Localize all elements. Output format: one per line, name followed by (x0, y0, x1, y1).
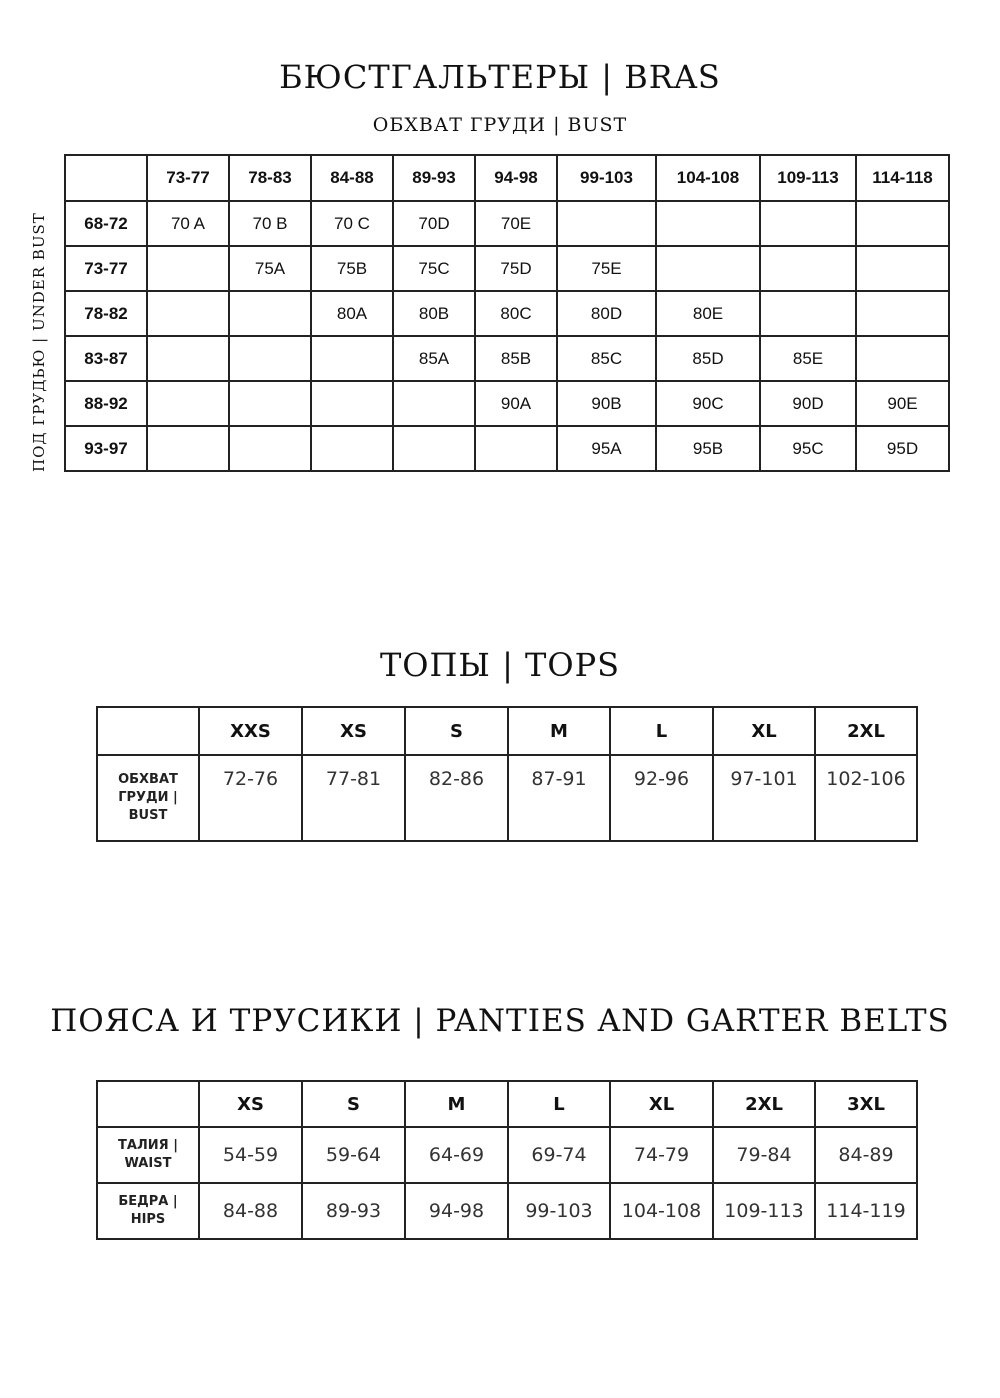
hips-row-header (97, 1183, 199, 1239)
size-cell: 75C (393, 246, 475, 291)
table-row (65, 426, 949, 471)
size-cell (393, 426, 475, 471)
size-cell: 75B (311, 246, 393, 291)
size-cell: 85E (760, 336, 856, 381)
size-cell (311, 381, 393, 426)
table-row (65, 201, 949, 246)
size-cell: 70D (393, 201, 475, 246)
size-cell (229, 291, 311, 336)
size-cell: 70E (475, 201, 557, 246)
measurement-cell: 79-84 (713, 1127, 815, 1183)
bras-subtitle: ОБХВАТ ГРУДИ | BUST (372, 114, 628, 136)
row-header-line: ГРУДИ | (118, 790, 178, 805)
measurement-cell: 82-86 (405, 755, 508, 841)
measurement-cell: 89-93 (302, 1183, 405, 1239)
size-cell: 75D (475, 246, 557, 291)
size-column-header: 3XL (815, 1081, 917, 1127)
bust-column-header: 114-118 (856, 155, 949, 201)
measurement-cell: 74-79 (610, 1127, 713, 1183)
panties-title: ПОЯСА И ТРУСИКИ | PANTIES AND GARTER BELTS (50, 1003, 950, 1039)
row-header-line: БЕДРА | (118, 1194, 178, 1209)
size-cell: 80C (475, 291, 557, 336)
measurement-cell: 99-103 (508, 1183, 610, 1239)
size-cell: 85B (475, 336, 557, 381)
measurement-cell: 84-89 (815, 1127, 917, 1183)
under-bust-row-header: 78-82 (65, 291, 147, 336)
bust-column-header: 89-93 (393, 155, 475, 201)
size-cell (229, 336, 311, 381)
bust-row-header (97, 755, 199, 841)
tops-title: ТОПЫ | TOPS (379, 646, 621, 684)
panties-size-table (96, 1080, 918, 1240)
measurement-cell: 109-113 (713, 1183, 815, 1239)
measurement-cell: 87-91 (508, 755, 610, 841)
size-cell: 75A (229, 246, 311, 291)
size-cell: 85D (656, 336, 760, 381)
row-header-line: ТАЛИЯ | (118, 1138, 178, 1153)
size-column-header: XS (199, 1081, 302, 1127)
under-bust-row-header: 88-92 (65, 381, 147, 426)
size-cell: 95A (557, 426, 656, 471)
table-row (65, 336, 949, 381)
size-cell: 80B (393, 291, 475, 336)
size-column-header: S (405, 707, 508, 755)
tops-header-row (97, 707, 917, 755)
table-row (97, 1127, 917, 1183)
bras-size-table (64, 154, 950, 472)
size-cell (147, 426, 229, 471)
measurement-cell: 69-74 (508, 1127, 610, 1183)
bust-column-header: 78-83 (229, 155, 311, 201)
size-cell: 85A (393, 336, 475, 381)
bust-column-header: 73-77 (147, 155, 229, 201)
size-cell: 90C (656, 381, 760, 426)
size-column-header: 2XL (815, 707, 917, 755)
size-cell: 95B (656, 426, 760, 471)
row-header-line: HIPS (130, 1212, 166, 1227)
size-cell (856, 246, 949, 291)
row-header-line: WAIST (124, 1156, 172, 1171)
corner-cell (97, 707, 199, 755)
size-cell (393, 381, 475, 426)
measurement-cell: 77-81 (302, 755, 405, 841)
size-cell (760, 246, 856, 291)
size-column-header: XS (302, 707, 405, 755)
size-cell: 90B (557, 381, 656, 426)
size-cell: 75E (557, 246, 656, 291)
measurement-cell: 104-108 (610, 1183, 713, 1239)
waist-row-header (97, 1127, 199, 1183)
size-cell: 85C (557, 336, 656, 381)
size-cell (229, 426, 311, 471)
bras-title: БЮСТГАЛЬТЕРЫ | BRAS (279, 58, 721, 96)
size-cell (760, 291, 856, 336)
table-row (65, 246, 949, 291)
size-column-header: S (302, 1081, 405, 1127)
size-cell (147, 336, 229, 381)
size-column-header: M (405, 1081, 508, 1127)
measurement-cell: 84-88 (199, 1183, 302, 1239)
bust-column-header: 94-98 (475, 155, 557, 201)
size-column-header: XL (610, 1081, 713, 1127)
bust-column-header: 99-103 (557, 155, 656, 201)
size-column-header: XXS (199, 707, 302, 755)
corner-cell (65, 155, 147, 201)
size-cell (656, 246, 760, 291)
bust-column-header: 109-113 (760, 155, 856, 201)
measurement-cell: 94-98 (405, 1183, 508, 1239)
under-bust-row-header: 68-72 (65, 201, 147, 246)
bras-header-row (65, 155, 949, 201)
panties-header-row (97, 1081, 917, 1127)
bust-column-header: 84-88 (311, 155, 393, 201)
measurement-cell: 92-96 (610, 755, 713, 841)
size-cell (856, 336, 949, 381)
under-bust-label: ПОД ГРУДЬЮ | UNDER BUST (30, 212, 48, 472)
tops-size-table (96, 706, 918, 842)
size-cell (856, 291, 949, 336)
size-cell (311, 426, 393, 471)
under-bust-row-header: 83-87 (65, 336, 147, 381)
size-column-header: 2XL (713, 1081, 815, 1127)
size-cell: 90D (760, 381, 856, 426)
size-cell: 80D (557, 291, 656, 336)
size-cell (147, 291, 229, 336)
size-cell: 95D (856, 426, 949, 471)
measurement-cell: 64-69 (405, 1127, 508, 1183)
size-column-header: L (610, 707, 713, 755)
size-cell (760, 201, 856, 246)
size-cell: 95C (760, 426, 856, 471)
table-row (65, 291, 949, 336)
size-column-header: L (508, 1081, 610, 1127)
size-cell (147, 246, 229, 291)
row-header-line: BUST (128, 808, 168, 823)
bust-column-header: 104-108 (656, 155, 760, 201)
under-bust-row-header: 73-77 (65, 246, 147, 291)
table-row (65, 381, 949, 426)
measurement-cell: 72-76 (199, 755, 302, 841)
size-cell: 90A (475, 381, 557, 426)
measurement-cell: 97-101 (713, 755, 815, 841)
measurement-cell: 102-106 (815, 755, 917, 841)
size-cell (656, 201, 760, 246)
measurement-cell: 54-59 (199, 1127, 302, 1183)
size-cell (475, 426, 557, 471)
size-cell (856, 201, 949, 246)
size-cell: 80A (311, 291, 393, 336)
size-column-header: M (508, 707, 610, 755)
size-cell: 70 C (311, 201, 393, 246)
size-cell (229, 381, 311, 426)
measurement-cell: 114-119 (815, 1183, 917, 1239)
size-cell: 70 B (229, 201, 311, 246)
size-cell: 90E (856, 381, 949, 426)
measurement-cell: 59-64 (302, 1127, 405, 1183)
corner-cell (97, 1081, 199, 1127)
table-row (97, 755, 917, 841)
size-cell (147, 381, 229, 426)
table-row (97, 1183, 917, 1239)
size-cell: 70 A (147, 201, 229, 246)
size-column-header: XL (713, 707, 815, 755)
row-header-line: ОБХВАТ (118, 772, 178, 787)
size-cell (311, 336, 393, 381)
size-cell (557, 201, 656, 246)
size-cell: 80E (656, 291, 760, 336)
under-bust-row-header: 93-97 (65, 426, 147, 471)
